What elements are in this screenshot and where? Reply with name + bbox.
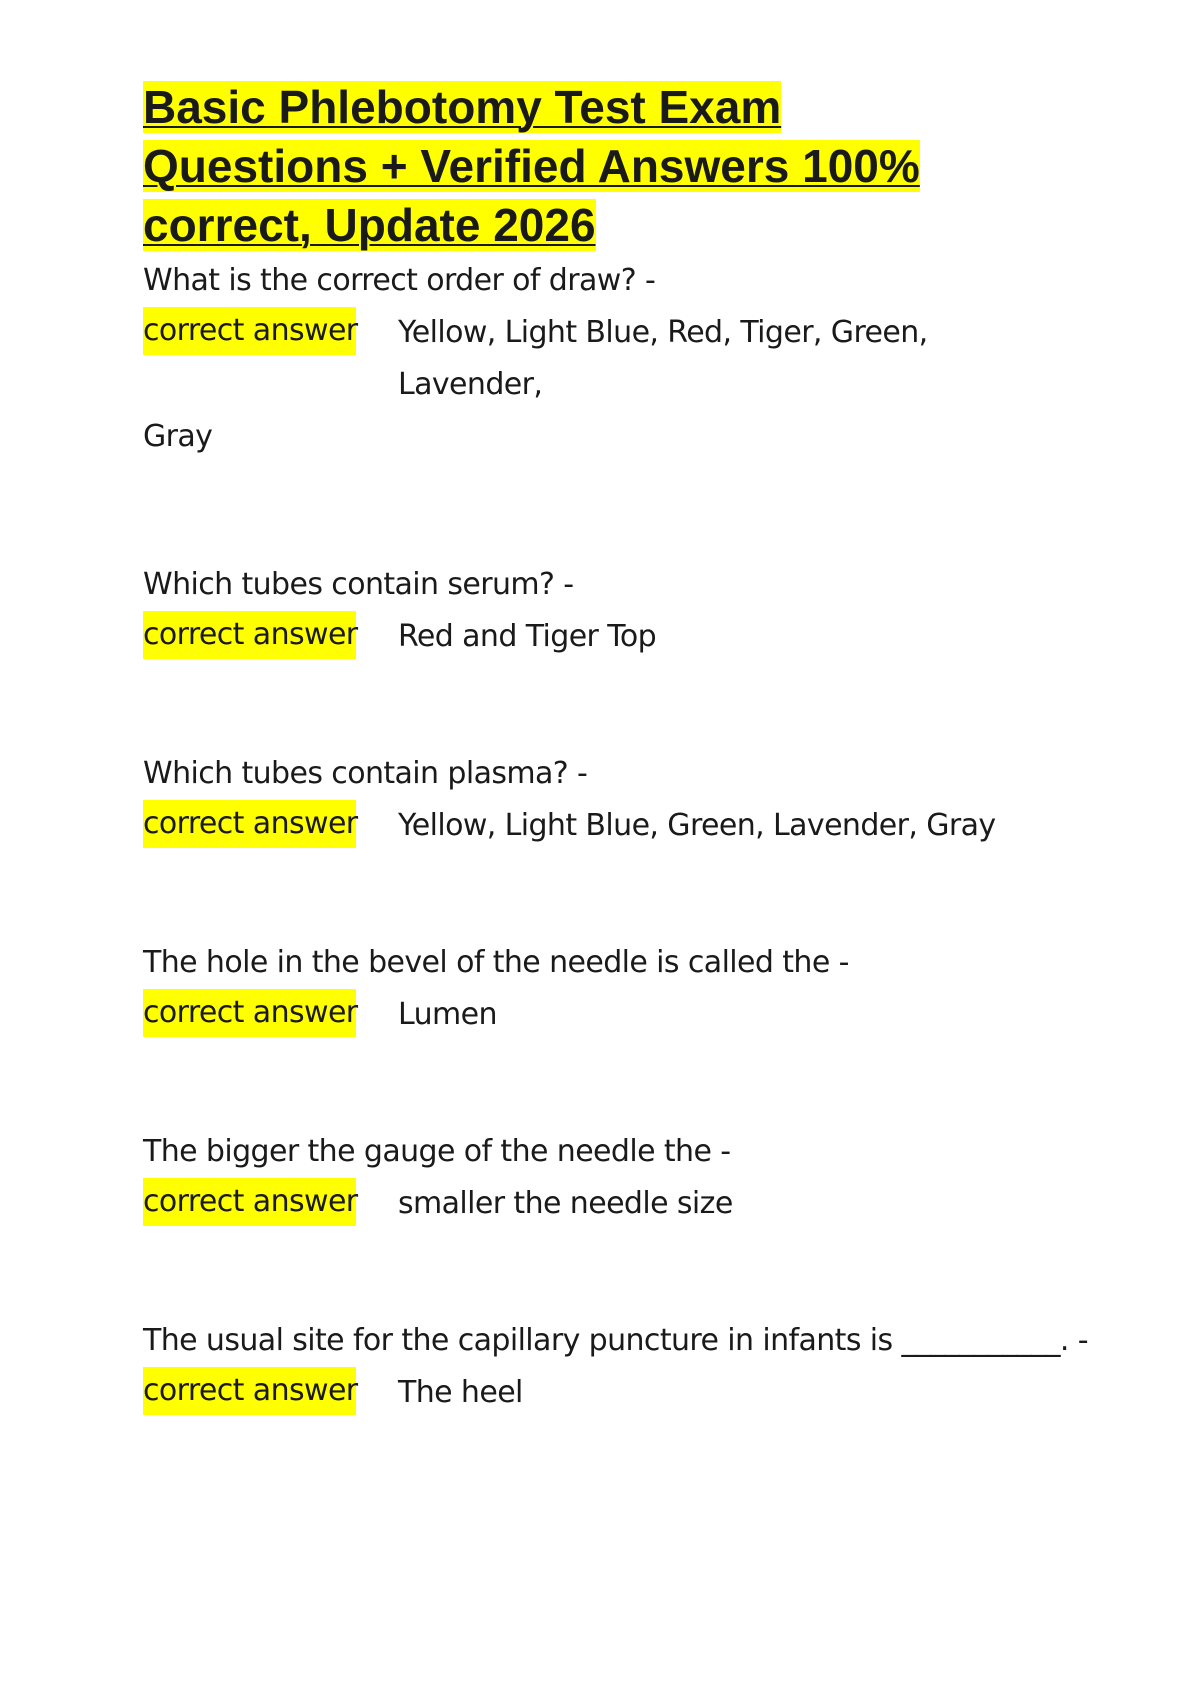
document-page: [143, 78, 1088, 1419]
answer-text: The heel: [398, 1375, 523, 1410]
answer-text-continued: Gray: [143, 419, 213, 454]
question-text: Which tubes contain plasma? -: [143, 756, 588, 791]
title-line: correct, Update 2026: [143, 199, 596, 251]
answer-text: Lumen: [398, 997, 497, 1032]
qa-item: [143, 255, 1063, 463]
answer-row: [143, 989, 1063, 1041]
correct-answer-label: correct answer: [143, 1178, 356, 1226]
answer-row: [143, 1367, 1063, 1419]
qa-item: [143, 559, 1063, 663]
correct-answer-label: correct answer: [143, 989, 356, 1037]
qa-item: [143, 937, 1063, 1041]
question-text: The usual site for the capillary puncture in infants is ___________. -: [143, 1323, 1088, 1358]
qa-item: [143, 1315, 1088, 1419]
title-line: Questions + Verified Answers 100%: [143, 140, 920, 192]
question-text: The bigger the gauge of the needle the -: [143, 1134, 731, 1169]
answer-text: Yellow, Light Blue, Red, Tiger, Green, Lavender,: [398, 315, 928, 402]
answer-text: smaller the needle size: [398, 1186, 733, 1221]
correct-answer-label: correct answer: [143, 800, 356, 848]
answer-text: Red and Tiger Top: [398, 619, 657, 654]
answer-row: [143, 611, 1063, 663]
correct-answer-label: correct answer: [143, 611, 356, 659]
title-line: Basic Phlebotomy Test Exam: [143, 81, 782, 133]
answer-row: [143, 800, 1063, 852]
correct-answer-label: correct answer: [143, 307, 356, 355]
qa-item: [143, 1126, 1063, 1230]
document-title: [143, 78, 1063, 255]
answer-row: [143, 1178, 1063, 1230]
question-text: The hole in the bevel of the needle is called the -: [143, 945, 849, 980]
correct-answer-label: correct answer: [143, 1367, 356, 1415]
question-text: Which tubes contain serum? -: [143, 567, 574, 602]
answer-text: Yellow, Light Blue, Green, Lavender, Gray: [398, 808, 996, 843]
qa-item: [143, 748, 1063, 852]
question-text: What is the correct order of draw? -: [143, 263, 656, 298]
answer-row: [143, 307, 1063, 411]
